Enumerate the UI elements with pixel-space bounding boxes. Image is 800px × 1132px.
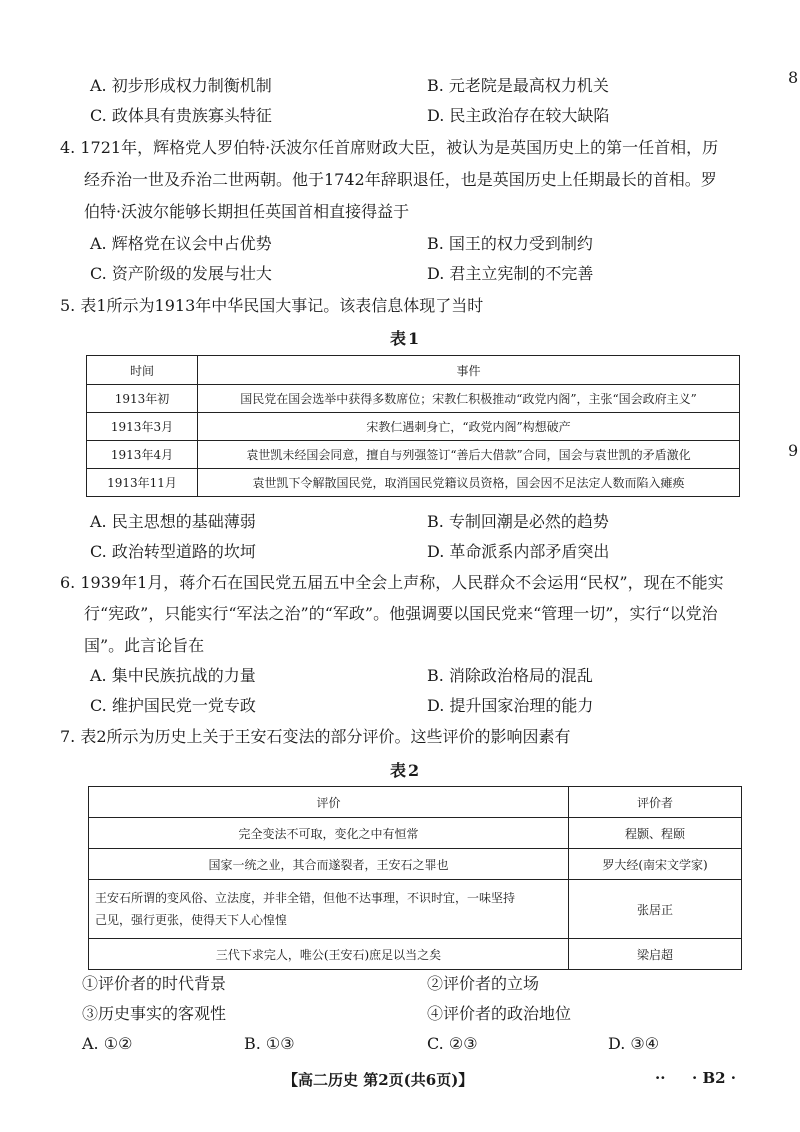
table-cell-time: 1913年11月 <box>87 469 198 497</box>
q3-option-b: B. 元老院是最高权力机关 <box>427 76 609 95</box>
q7-item-2: ②评价者的立场 <box>427 974 540 993</box>
q6-stem-line1: 6. 1939年1月，蒋介石在国民党五届五中全会上声称，人民群众不会运用“民权”，现在不能实 <box>60 573 724 592</box>
q7-option-b: B. ①③ <box>244 1034 295 1053</box>
table-header-row <box>89 787 742 818</box>
q5-option-a: A. 民主思想的基础薄弱 <box>90 512 256 531</box>
table1 <box>86 355 740 497</box>
q6-option-c: C. 维护国民党一党专政 <box>90 696 256 715</box>
q6-option-a: A. 集中民族抗战的力量 <box>90 666 256 685</box>
page-footer: 【高二历史 第2页(共6页)】 <box>283 1071 474 1089</box>
q7-item-1: ①评价者的时代背景 <box>82 974 227 993</box>
q5-option-c: C. 政治转型道路的坎坷 <box>90 542 256 561</box>
q6-option-d: D. 提升国家治理的能力 <box>427 696 594 715</box>
q4-option-c: C. 资产阶级的发展与壮大 <box>90 264 272 283</box>
table-header-eval: 评价 <box>89 787 569 818</box>
table-row <box>89 880 742 939</box>
q5-option-b: B. 专制回潮是必然的趋势 <box>427 512 609 531</box>
table2-caption: 表2 <box>390 761 422 780</box>
table-cell-time: 1913年4月 <box>87 441 198 469</box>
table1-caption: 表1 <box>390 329 422 348</box>
q5-stem: 5. 表1所示为1913年中华民国大事记。该表信息体现了当时 <box>60 296 484 315</box>
q3-option-a: A. 初步形成权力制衡机制 <box>90 76 272 95</box>
q6-stem-line2: 行“宪政”，只能实行“军法之治”的“军政”。他强调要以国民党来“管理一切”，实行“以党治 <box>84 604 718 623</box>
q7-item-4: ④评价者的政治地位 <box>427 1004 572 1023</box>
q4-option-a: A. 辉格党在议会中占优势 <box>90 234 272 253</box>
table-header-event: 事件 <box>198 356 740 385</box>
footer-dots: ·· <box>655 1069 666 1087</box>
table-cell-evaluator: 梁启超 <box>569 939 742 970</box>
table-cell-eval: 完全变法不可取，变化之中有恒常 <box>89 818 569 849</box>
table-cell-time: 1913年初 <box>87 385 198 413</box>
q7-stem: 7. 表2所示为历史上关于王安石变法的部分评价。这些评价的影响因素有 <box>60 727 571 746</box>
table-cell-eval-line1: 王安石所谓的变风俗、立法度，并非全错，但他不达事理，不识时宜，一味坚持 <box>95 891 516 905</box>
table-cell-eval-line2: 己见，强行更张，使得天下人心惶惶 <box>95 913 288 927</box>
table-row <box>87 441 740 469</box>
table-cell-evaluator: 张居正 <box>569 880 742 939</box>
table-cell-evaluator: 程颢、程颐 <box>569 818 742 849</box>
q7-item-3: ③历史事实的客观性 <box>82 1004 227 1023</box>
q6-option-b: B. 消除政治格局的混乱 <box>427 666 593 685</box>
table-cell-eval: 国家一统之业，其合而遂裂者，王安石之罪也 <box>89 849 569 880</box>
table-cell-eval: 三代下求完人，唯公(王安石)庶足以当之矣 <box>89 939 569 970</box>
q4-option-d: D. 君主立宪制的不完善 <box>427 264 594 283</box>
q3-option-d: D. 民主政治存在较大缺陷 <box>427 106 610 125</box>
table-header-row <box>87 356 740 385</box>
table-cell-event: 国民党在国会选举中获得多数席位；宋教仁积极推动“政党内阁”，主张“国会政府主义” <box>198 385 740 413</box>
q4-stem-line1: 4. 1721年，辉格党人罗伯特·沃波尔任首席财政大臣，被认为是英国历史上的第一任首相，历 <box>60 138 719 157</box>
q4-option-b: B. 国王的权力受到制约 <box>427 234 593 253</box>
table-header-evaluator: 评价者 <box>569 787 742 818</box>
q7-option-d: D. ③④ <box>608 1034 660 1053</box>
table-row <box>87 385 740 413</box>
table-cell-eval <box>89 880 569 939</box>
table-row <box>89 939 742 970</box>
table-cell-event: 袁世凯下令解散国民党，取消国民党籍议员资格，国会因不足法定人数而陷入瘫痪 <box>198 469 740 497</box>
table2 <box>88 786 742 970</box>
q7-option-a: A. ①② <box>82 1034 133 1053</box>
q6-stem-line3: 国”。此言论旨在 <box>84 636 205 655</box>
table-row <box>89 849 742 880</box>
q4-stem-line2: 经乔治一世及乔治二世两朝。他于1742年辞职退任，也是英国历史上任期最长的首相。罗 <box>84 170 717 189</box>
table-row <box>89 818 742 849</box>
table-cell-event: 袁世凯未经国会同意，擅自与列强签订“善后大借款”合同，国会与袁世凯的矛盾激化 <box>198 441 740 469</box>
q7-option-c: C. ②③ <box>427 1034 478 1053</box>
table-cell-event: 宋教仁遇刺身亡，“政党内阁”构想破产 <box>198 413 740 441</box>
q3-option-c: C. 政体具有贵族寡头特征 <box>90 106 272 125</box>
q5-option-d: D. 革命派系内部矛盾突出 <box>427 542 610 561</box>
table-row <box>87 413 740 441</box>
margin-mark-top: 8 <box>788 68 799 87</box>
margin-mark-mid: 9 <box>788 441 799 460</box>
table-row <box>87 469 740 497</box>
table-header-time: 时间 <box>87 356 198 385</box>
table-cell-time: 1913年3月 <box>87 413 198 441</box>
footer-code: · B2 · <box>692 1069 737 1087</box>
q4-stem-line3: 伯特·沃波尔能够长期担任英国首相直接得益于 <box>84 202 410 221</box>
table-cell-evaluator: 罗大经(南宋文学家) <box>569 849 742 880</box>
